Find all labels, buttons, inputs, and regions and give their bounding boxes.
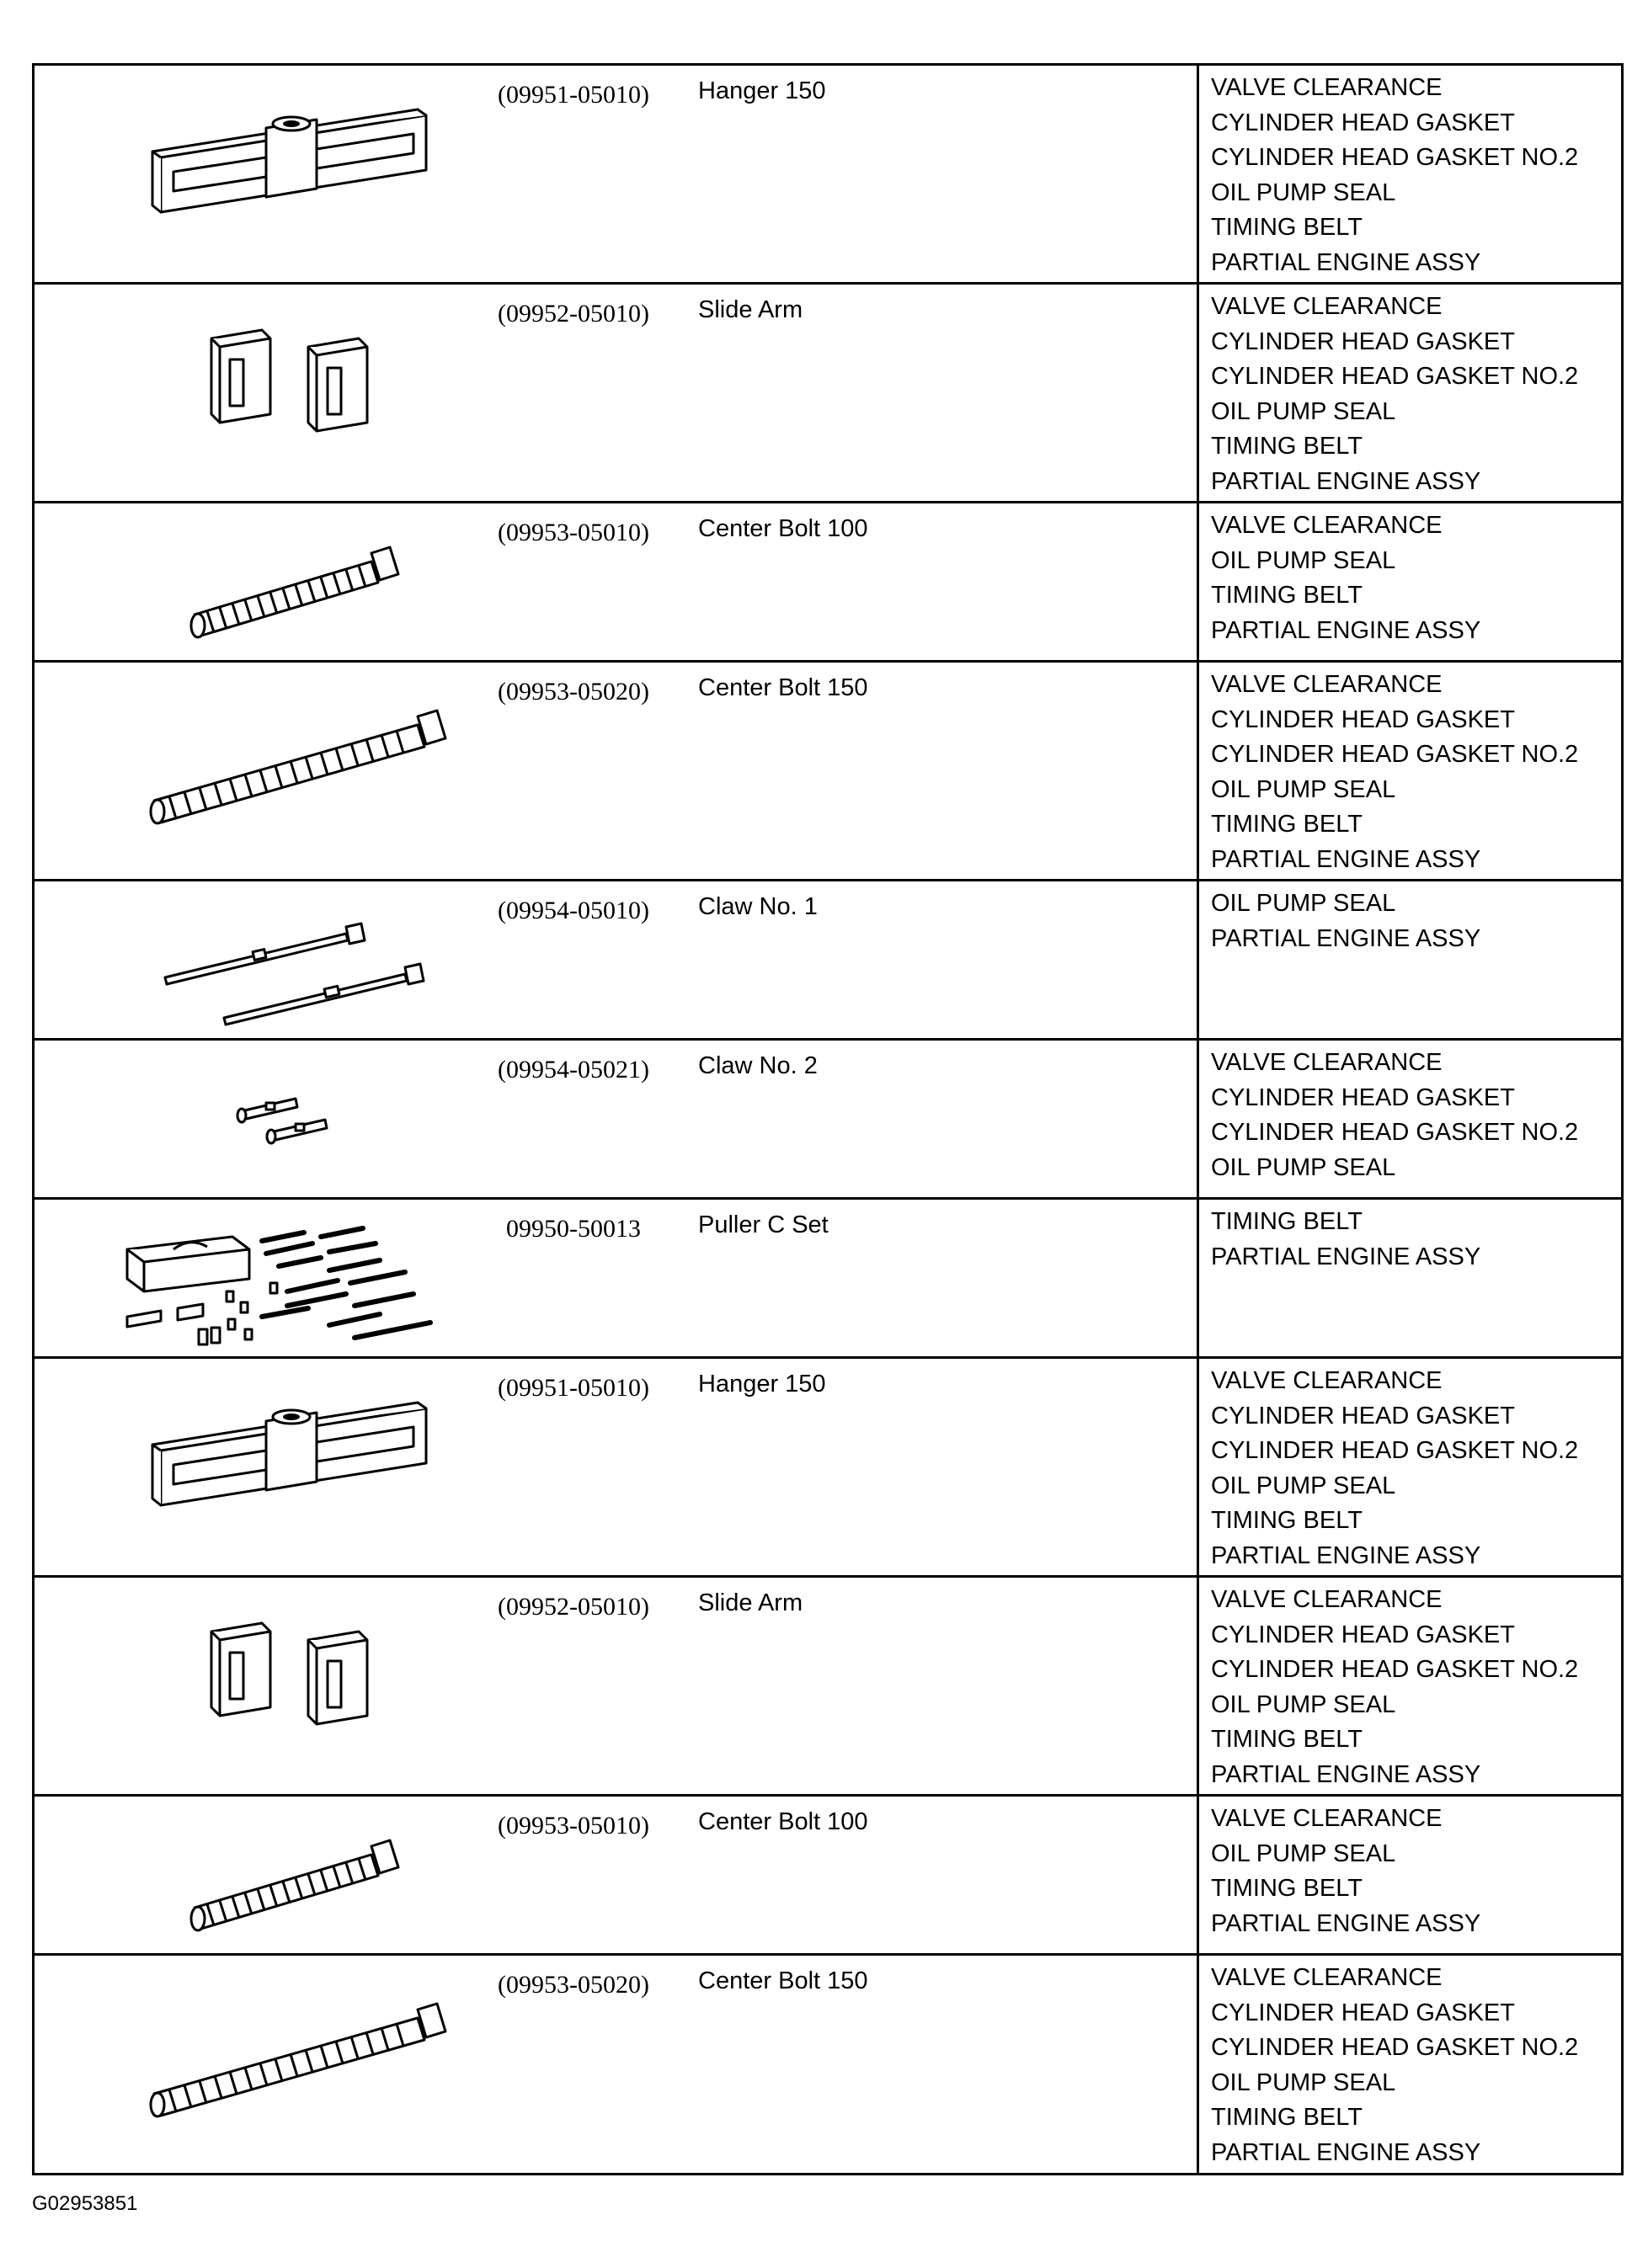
use-item: PARTIAL ENGINE ASSY (1211, 1243, 1481, 1270)
tool-name: Center Bolt 150 (698, 1967, 868, 1994)
uses-list (1211, 1046, 1621, 1185)
part-number: (09954-05010) (498, 897, 649, 924)
tool-name: Center Bolt 150 (698, 674, 868, 701)
tool-name: Slide Arm (698, 1589, 803, 1616)
use-item: TIMING BELT (1211, 433, 1363, 460)
tool-name: Center Bolt 100 (698, 515, 868, 542)
table-row (34, 1358, 1623, 1577)
tool-cell (34, 1040, 1198, 1199)
table-row (34, 65, 1623, 284)
use-item: PARTIAL ENGINE ASSY (1211, 616, 1481, 644)
use-item: CYLINDER HEAD GASKET NO.2 (1211, 741, 1579, 768)
uses-list (1211, 1802, 1621, 1941)
use-item: OIL PUMP SEAL (1211, 1153, 1396, 1181)
uses-cell (1198, 65, 1623, 284)
use-item: OIL PUMP SEAL (1211, 178, 1396, 206)
use-item: CYLINDER HEAD GASKET NO.2 (1211, 1119, 1579, 1146)
use-item: VALVE CLEARANCE (1211, 512, 1443, 539)
tool-cell (34, 662, 1198, 881)
hanger-illustration (93, 77, 481, 246)
uses-list (1211, 1583, 1621, 1792)
uses-list (1211, 1961, 1621, 2170)
use-item: PARTIAL ENGINE ASSY (1211, 1541, 1481, 1569)
use-item: OIL PUMP SEAL (1211, 1690, 1396, 1718)
figure-id: G02953851 (32, 2192, 138, 2215)
uses-list (1211, 508, 1621, 648)
part-number: (09954-05021) (498, 1056, 649, 1083)
use-item: PARTIAL ENGINE ASSY (1211, 924, 1481, 952)
use-item: CYLINDER HEAD GASKET NO.2 (1211, 1437, 1579, 1464)
use-item: TIMING BELT (1211, 582, 1363, 609)
uses-list (1211, 290, 1621, 499)
use-item: TIMING BELT (1211, 1507, 1363, 1534)
use-item: CYLINDER HEAD GASKET NO.2 (1211, 144, 1579, 171)
uses-cell (1198, 503, 1623, 662)
tool-name: Claw No. 1 (698, 893, 818, 920)
part-number: (09951-05010) (498, 1374, 649, 1402)
use-item: VALVE CLEARANCE (1211, 671, 1443, 698)
tool-cell (34, 1796, 1198, 1955)
tool-name: Claw No. 2 (698, 1052, 818, 1079)
claw-no1-illustration (93, 893, 481, 1028)
slide-arm-illustration (93, 1589, 481, 1758)
tool-name: Slide Arm (698, 296, 803, 323)
use-item: PARTIAL ENGINE ASSY (1211, 467, 1481, 495)
uses-list (1211, 886, 1621, 956)
use-item: TIMING BELT (1211, 1208, 1363, 1235)
table-row (34, 284, 1623, 503)
uses-cell (1198, 662, 1623, 881)
part-number: (09953-05020) (498, 678, 649, 705)
tool-name: Puller C Set (698, 1211, 829, 1238)
table-row (34, 881, 1623, 1040)
use-item: CYLINDER HEAD GASKET (1211, 1083, 1515, 1111)
uses-list (1211, 71, 1621, 280)
part-number: (09952-05010) (498, 1593, 649, 1621)
use-item: OIL PUMP SEAL (1211, 2068, 1396, 2096)
use-item: CYLINDER HEAD GASKET (1211, 327, 1515, 355)
use-item: TIMING BELT (1211, 1726, 1363, 1753)
use-item: TIMING BELT (1211, 1875, 1363, 1902)
part-number: (09953-05010) (498, 1812, 649, 1839)
part-number: (09952-05010) (498, 300, 649, 327)
hanger-illustration (93, 1371, 481, 1539)
uses-list (1211, 1364, 1621, 1573)
use-item: VALVE CLEARANCE (1211, 74, 1443, 101)
use-item: VALVE CLEARANCE (1211, 1049, 1443, 1076)
center-bolt-100-illustration (93, 515, 481, 650)
part-number: (09951-05010) (498, 81, 649, 109)
use-item: VALVE CLEARANCE (1211, 1964, 1443, 1991)
uses-list (1211, 668, 1621, 877)
uses-list (1211, 1205, 1621, 1275)
use-item: TIMING BELT (1211, 2104, 1363, 2131)
table-row (34, 1796, 1623, 1955)
use-item: OIL PUMP SEAL (1211, 1472, 1396, 1499)
center-bolt-150-illustration (93, 1967, 481, 2136)
tool-cell (34, 1358, 1198, 1577)
use-item: OIL PUMP SEAL (1211, 890, 1396, 917)
tool-name: Hanger 150 (698, 1371, 826, 1398)
uses-cell (1198, 1199, 1623, 1358)
slide-arm-illustration (93, 296, 481, 465)
use-item: OIL PUMP SEAL (1211, 775, 1396, 803)
use-item: CYLINDER HEAD GASKET (1211, 1999, 1515, 2026)
use-item: CYLINDER HEAD GASKET (1211, 109, 1515, 136)
use-item: OIL PUMP SEAL (1211, 397, 1396, 425)
uses-cell (1198, 1796, 1623, 1955)
uses-cell (1198, 1040, 1623, 1199)
use-item: CYLINDER HEAD GASKET NO.2 (1211, 363, 1579, 390)
use-item: VALVE CLEARANCE (1211, 1367, 1443, 1394)
tool-name: Center Bolt 100 (698, 1808, 868, 1835)
part-number: (09953-05010) (498, 519, 649, 546)
tool-cell (34, 881, 1198, 1040)
tool-name: Hanger 150 (698, 77, 826, 104)
table-row (34, 1040, 1623, 1199)
use-item: PARTIAL ENGINE ASSY (1211, 1760, 1481, 1788)
uses-cell (1198, 881, 1623, 1040)
tool-cell (34, 503, 1198, 662)
use-item: PARTIAL ENGINE ASSY (1211, 1909, 1481, 1937)
use-item: PARTIAL ENGINE ASSY (1211, 2138, 1481, 2166)
tool-cell (34, 284, 1198, 503)
use-item: TIMING BELT (1211, 811, 1363, 838)
use-item: TIMING BELT (1211, 214, 1363, 241)
use-item: CYLINDER HEAD GASKET (1211, 1621, 1515, 1648)
uses-cell (1198, 1577, 1623, 1796)
use-item: VALVE CLEARANCE (1211, 293, 1443, 320)
center-bolt-150-illustration (93, 674, 481, 843)
uses-cell (1198, 1358, 1623, 1577)
use-item: CYLINDER HEAD GASKET (1211, 1402, 1515, 1429)
part-number: (09953-05020) (498, 1971, 649, 1999)
special-tool-table (32, 63, 1624, 2175)
puller-set-illustration (77, 1211, 464, 1355)
use-item: CYLINDER HEAD GASKET NO.2 (1211, 1656, 1579, 1683)
table-row (34, 662, 1623, 881)
table-row (34, 1955, 1623, 2175)
table-row (34, 1199, 1623, 1358)
use-item: OIL PUMP SEAL (1211, 1839, 1396, 1867)
use-item: VALVE CLEARANCE (1211, 1805, 1443, 1832)
claw-no2-illustration (93, 1052, 481, 1187)
use-item: PARTIAL ENGINE ASSY (1211, 845, 1481, 873)
use-item: CYLINDER HEAD GASKET NO.2 (1211, 2034, 1579, 2061)
part-number: 09950-50013 (506, 1215, 641, 1243)
table-row (34, 1577, 1623, 1796)
tool-cell (34, 65, 1198, 284)
uses-cell (1198, 284, 1623, 503)
tool-cell (34, 1577, 1198, 1796)
tool-cell (34, 1199, 1198, 1358)
uses-cell (1198, 1955, 1623, 2175)
center-bolt-100-illustration (93, 1808, 481, 1943)
use-item: PARTIAL ENGINE ASSY (1211, 248, 1481, 276)
use-item: OIL PUMP SEAL (1211, 546, 1396, 574)
tool-cell (34, 1955, 1198, 2175)
table-row (34, 503, 1623, 662)
use-item: VALVE CLEARANCE (1211, 1586, 1443, 1613)
use-item: CYLINDER HEAD GASKET (1211, 705, 1515, 733)
special-tool-table-body (34, 65, 1623, 2175)
